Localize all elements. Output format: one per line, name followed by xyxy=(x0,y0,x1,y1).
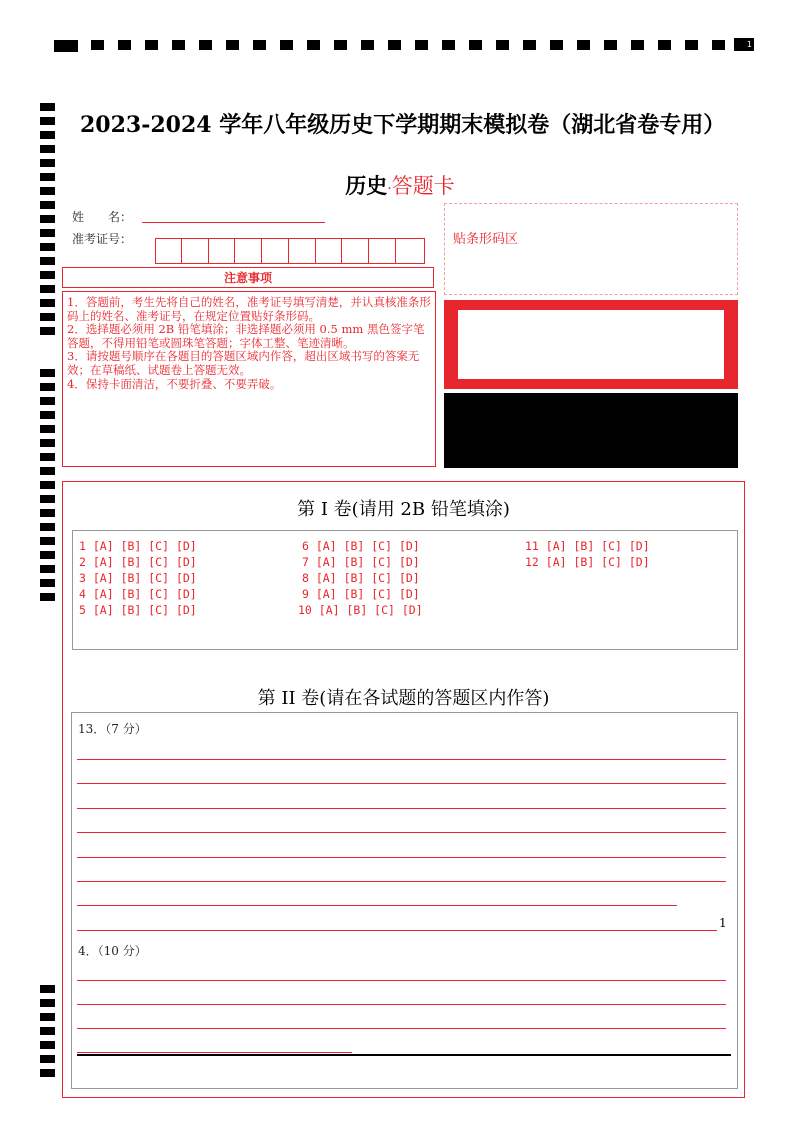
absent-mark-box xyxy=(444,300,738,389)
timing-mark xyxy=(361,40,374,50)
timing-mark xyxy=(40,523,55,531)
timing-mark xyxy=(40,271,55,279)
id-label: 准考证号： xyxy=(72,232,133,246)
page-title: 2023-2024 学年八年级历史下学期期末模拟卷（湖北省卷专用） xyxy=(80,112,726,138)
timing-mark xyxy=(334,40,347,50)
question-number: 10 xyxy=(298,603,312,617)
timing-mark xyxy=(226,40,239,50)
id-digit-cell[interactable] xyxy=(343,239,369,263)
timing-mark xyxy=(172,40,185,50)
timing-mark xyxy=(40,159,55,167)
timing-mark xyxy=(40,985,55,993)
id-digit-cell[interactable] xyxy=(236,239,262,263)
question-number: 7 xyxy=(302,555,309,569)
absent-mark-inner[interactable] xyxy=(458,310,724,379)
timing-mark xyxy=(40,467,55,475)
answer-line[interactable] xyxy=(77,905,677,906)
name-label: 姓 名： xyxy=(72,210,133,224)
question-number: 6 xyxy=(302,539,309,553)
timing-mark xyxy=(40,425,55,433)
choice-row[interactable] xyxy=(298,603,423,617)
notice-item: 2．选择题必须用 2B 铅笔填涂；非选择题必须用 0.5 mm 黑色签字笔答题，不得用铅笔或圆珠笔答题；字体工整、笔迹清晰。 xyxy=(67,322,425,350)
timing-mark xyxy=(40,327,55,335)
answer-line[interactable] xyxy=(77,1004,726,1005)
id-digit-cell[interactable] xyxy=(263,239,289,263)
timing-mark xyxy=(40,131,55,139)
answer-line[interactable] xyxy=(77,759,726,760)
choice-options[interactable]: [A] [B] [C] [D] xyxy=(545,555,650,569)
question-13-label: 13．（7 分） xyxy=(78,722,147,736)
choice-options[interactable]: [A] [B] [C] [D] xyxy=(545,539,650,553)
subtitle xyxy=(0,170,800,200)
id-digit-cell[interactable] xyxy=(156,239,182,263)
timing-mark xyxy=(40,999,55,1007)
timing-mark xyxy=(40,481,55,489)
timing-mark xyxy=(54,40,78,52)
answer-line[interactable] xyxy=(77,832,726,833)
timing-mark xyxy=(631,40,644,50)
choice-options[interactable]: [A] [B] [C] [D] xyxy=(92,587,197,601)
timing-mark xyxy=(199,40,212,50)
timing-mark xyxy=(40,453,55,461)
notice-body xyxy=(62,291,436,467)
notice-heading: 注意事项 xyxy=(62,267,434,288)
timing-mark xyxy=(40,439,55,447)
end-rule xyxy=(77,1054,731,1056)
question-number: 4 xyxy=(79,587,86,601)
answer-line[interactable] xyxy=(77,808,726,809)
choice-options[interactable]: [A] [B] [C] [D] xyxy=(318,603,423,617)
card-label: 答题卡 xyxy=(391,174,455,198)
answer-line[interactable] xyxy=(77,980,726,981)
timing-mark xyxy=(388,40,401,50)
choice-row[interactable] xyxy=(79,555,197,569)
timing-mark xyxy=(40,551,55,559)
timing-mark xyxy=(40,257,55,265)
answer-line[interactable] xyxy=(77,1052,352,1053)
timing-mark xyxy=(469,40,482,50)
choice-row[interactable] xyxy=(79,539,197,553)
timing-mark xyxy=(118,40,131,50)
timing-mark xyxy=(40,1069,55,1077)
choice-options[interactable]: [A] [B] [C] [D] xyxy=(92,603,197,617)
timing-mark xyxy=(442,40,455,50)
timing-mark xyxy=(40,1041,55,1049)
written-answer-box xyxy=(71,712,738,1089)
question-number: 1 xyxy=(79,539,86,553)
name-field-line[interactable] xyxy=(142,222,325,223)
answer-line[interactable] xyxy=(77,1028,726,1029)
timing-mark xyxy=(253,40,266,50)
choice-options[interactable]: [A] [B] [C] [D] xyxy=(315,571,420,585)
timing-mark xyxy=(415,40,428,50)
id-digit-cell[interactable] xyxy=(209,239,235,263)
subject-label: 历史 xyxy=(345,173,388,198)
page-number-box xyxy=(734,38,754,51)
timing-mark xyxy=(40,1055,55,1063)
timing-mark xyxy=(40,369,55,377)
barcode-zone xyxy=(444,203,738,295)
timing-mark xyxy=(145,40,158,50)
choice-row[interactable] xyxy=(79,587,197,601)
timing-mark xyxy=(40,313,55,321)
question-14-label: 4．（10 分） xyxy=(78,944,147,958)
timing-mark xyxy=(577,40,590,50)
answer-line[interactable] xyxy=(77,857,726,858)
question-number: 11 xyxy=(525,539,539,553)
timing-mark xyxy=(40,565,55,573)
timing-mark xyxy=(40,537,55,545)
stray-digit: 1 xyxy=(719,916,727,930)
notice-item: 1．答题前，考生先将自己的姓名，准考证号填写清楚，并认真核准条形码上的姓名、准考证号，在规定位置贴好条形码。 xyxy=(67,295,431,323)
timing-mark xyxy=(40,1013,55,1021)
choice-options[interactable]: [A] [B] [C] [D] xyxy=(92,539,197,553)
timing-mark xyxy=(280,40,293,50)
choice-row[interactable] xyxy=(302,571,420,585)
answer-line[interactable] xyxy=(77,881,726,882)
timing-mark xyxy=(40,593,55,601)
page-number: 1 xyxy=(746,40,752,49)
choice-row[interactable] xyxy=(302,587,420,601)
answer-line[interactable] xyxy=(77,930,717,931)
subtitle-separator: · xyxy=(387,181,392,197)
question-number: 2 xyxy=(79,555,86,569)
question-number: 8 xyxy=(302,571,309,585)
timing-mark xyxy=(40,145,55,153)
question-number: 5 xyxy=(79,603,86,617)
timing-mark xyxy=(91,40,104,50)
timing-mark xyxy=(40,229,55,237)
timing-mark xyxy=(40,285,55,293)
timing-mark xyxy=(40,579,55,587)
id-number-grid[interactable] xyxy=(155,238,425,264)
timing-mark xyxy=(40,397,55,405)
timing-mark xyxy=(40,411,55,419)
question-number: 12 xyxy=(525,555,539,569)
id-digit-cell[interactable] xyxy=(183,239,209,263)
timing-mark xyxy=(40,299,55,307)
choice-options[interactable]: [A] [B] [C] [D] xyxy=(315,555,420,569)
timing-mark xyxy=(307,40,320,50)
choice-options[interactable]: [A] [B] [C] [D] xyxy=(315,587,420,601)
timing-mark xyxy=(658,40,671,50)
timing-mark xyxy=(523,40,536,50)
choice-options[interactable]: [A] [B] [C] [D] xyxy=(92,555,197,569)
timing-mark xyxy=(40,201,55,209)
timing-mark xyxy=(40,509,55,517)
choice-row[interactable] xyxy=(525,539,650,553)
choice-row[interactable] xyxy=(302,539,420,553)
id-digit-cell[interactable] xyxy=(370,239,396,263)
choice-options[interactable]: [A] [B] [C] [D] xyxy=(92,571,197,585)
answer-line[interactable] xyxy=(77,783,726,784)
choice-options[interactable]: [A] [B] [C] [D] xyxy=(315,539,420,553)
question-number: 9 xyxy=(302,587,309,601)
id-digit-cell[interactable] xyxy=(290,239,316,263)
part2-title: 第 II 卷(请在各试题的答题区内作答) xyxy=(257,688,550,709)
timing-mark xyxy=(40,1027,55,1035)
barcode-zone-label: 贴条形码区 xyxy=(453,232,519,247)
timing-mark xyxy=(40,103,55,111)
choice-row[interactable] xyxy=(79,603,197,617)
choice-row[interactable] xyxy=(302,555,420,569)
timing-mark xyxy=(40,383,55,391)
timing-mark xyxy=(40,495,55,503)
choice-grid xyxy=(72,530,738,650)
timing-mark xyxy=(496,40,509,50)
black-block xyxy=(444,393,738,468)
question-number: 3 xyxy=(79,571,86,585)
timing-mark xyxy=(40,215,55,223)
timing-mark xyxy=(40,117,55,125)
choice-row[interactable] xyxy=(525,555,650,569)
timing-mark xyxy=(604,40,617,50)
timing-mark xyxy=(712,40,725,50)
part1-title: 第 I 卷(请用 2B 铅笔填涂) xyxy=(297,499,510,520)
timing-mark xyxy=(550,40,563,50)
notice-item: 3．请按题号顺序在各题目的答题区域内作答，超出区域书写的答案无效；在草稿纸、试题卷上答题无效。 xyxy=(67,349,420,377)
timing-mark xyxy=(40,243,55,251)
notice-item: 4．保持卡面清洁，不要折叠、不要弄破。 xyxy=(67,376,282,391)
id-digit-cell[interactable] xyxy=(316,239,342,263)
choice-row[interactable] xyxy=(79,571,197,585)
timing-mark xyxy=(685,40,698,50)
